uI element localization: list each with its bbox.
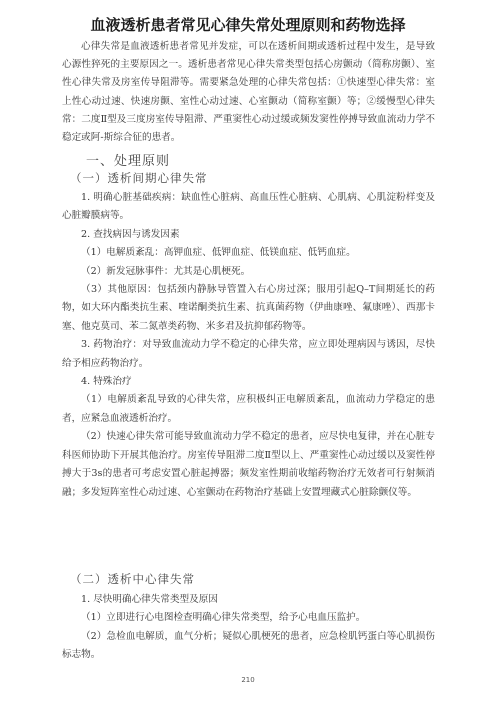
intro-text: 心律失常是血液透析患者常见并发症，可以在透析间期或透析过程中发生，是导致心源性猝死的主要原因之一。透析患者常见心律失常类型包括心房颤动（简称房颤）、室性心律失常及房室传导阻滞等。需要紧急处理的心律失常包括：①快速型心律失常：室上性心动过速、快速房颤、室性心动过速、心室颤动（简称室颤）等；②缓慢型心律失常：二度Ⅱ型及三度房室传导阻滞、严重窦性心动过缓或频发窦性停搏导致血流动力学不稳定或阿-斯综合征的患者。 [62, 41, 435, 144]
list-item: （3）其他原因：包括颈内静脉导管置入右心房过深；服用引起Q–T间期延长的药物，如大环内酯类抗生素、喹诺酮类抗生素、抗真菌药物（伊曲康唑、氟康唑）、西那卡塞、他克莫司、苯二氮䓬类药物、米多君及抗抑郁药物等。 [62, 284, 435, 332]
page-title: 血液透析患者常见心律失常处理原则和药物选择 [90, 16, 406, 34]
list-item: （2）新发冠脉事件：尤其是心肌梗死。 [81, 265, 251, 277]
list-item: （2）快速心律失常可能导致血流动力学不稳定的患者，应尽快电复律，并在心脏专科医师协助下开展其他治疗。房室传导阻滞二度Ⅱ型以上、严重窦性心动过缓以及窦性停搏大于3s的患者可考虑安置心脏起搏器；频发室性期前收缩药物治疗无效者可行射频消融；多发短阵室性心动过速、心室颤动在药物治疗基础上安置埋藏式心脏除颤仪等。 [62, 431, 435, 498]
intro-paragraph [62, 38, 435, 147]
list-item: 4. 特殊治疗 [81, 376, 132, 388]
interdialytic-items [62, 189, 435, 502]
subsection-heading-intradialytic: （二）透析中心律失常 [70, 572, 195, 586]
intradialytic-items [62, 591, 435, 665]
list-item: （1）立即进行心电图检查明确心律失常类型，给予心电血压监护。 [81, 612, 366, 624]
list-item: 2. 查找病因与诱发因素 [81, 228, 180, 240]
list-item: 3. 药物治疗：对导致血流动力学不稳定的心律失常，应立即处理病因与诱因，尽快给予相应药物治疗。 [62, 339, 435, 369]
section-heading-principles: 一、处理原则 [86, 154, 171, 169]
page-number: 210 [241, 676, 255, 684]
subsection-heading-interdialytic: （一）透析间期心律失常 [70, 171, 208, 185]
list-item: （2）急检血电解质，血气分析；疑似心肌梗死的患者，应急检肌钙蛋白等心肌损伤标志物。 [62, 630, 435, 661]
list-item: （1）电解质紊乱导致的心律失常，应积极纠正电解质紊乱，血流动力学稳定的患者，应紧急血液透析治疗。 [62, 394, 435, 424]
list-item: 1. 明确心脏基础疾病：缺血性心脏病、高血压性心脏病、心肌病、心肌淀粉样变及心脏瓣膜病等。 [62, 192, 435, 222]
list-item: （1）电解质紊乱：高钾血症、低钾血症、低镁血症、低钙血症。 [81, 247, 356, 259]
list-item: 1. 尽快明确心律失常类型及原因 [81, 594, 218, 605]
